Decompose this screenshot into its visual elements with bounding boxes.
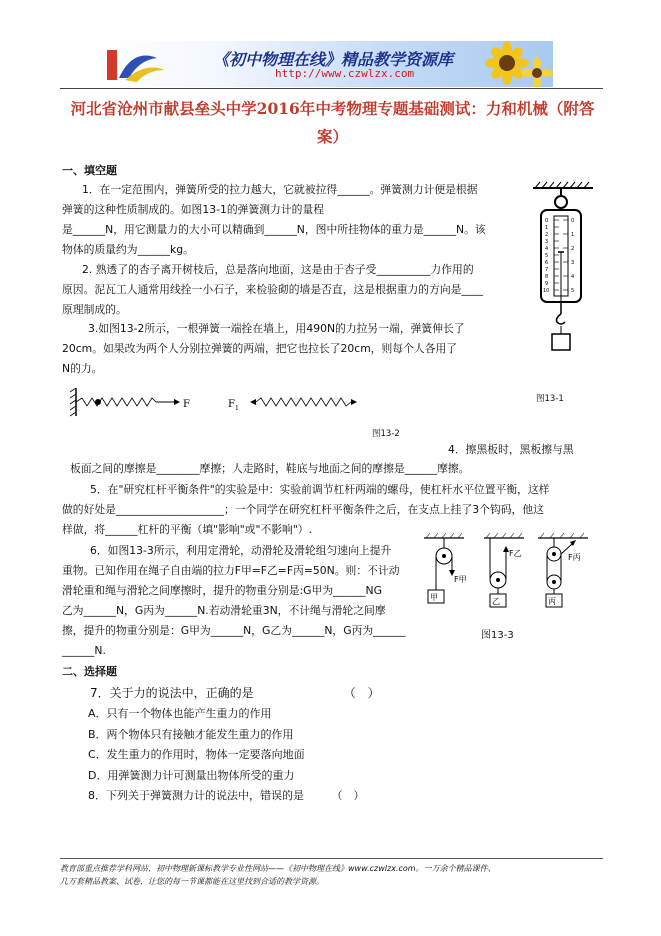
q8-stem: 8．下列关于弹簧测力计的说法中，错误的是 （ ） bbox=[88, 789, 365, 802]
q6-line3: 滑轮重和绳与滑轮之间摩擦时，提升的物重分别是:G甲为______NG bbox=[62, 584, 382, 597]
q6-line5: 擦，提升的物重分别是：G甲为______N，G乙为______N，G丙为______ bbox=[62, 624, 406, 637]
banner-url[interactable]: http://www.czwlzx.com bbox=[275, 67, 415, 80]
footer-text bbox=[60, 862, 496, 888]
figure-13-2-caption: 图13-2 bbox=[372, 429, 400, 439]
q6-line6: ______N. bbox=[62, 644, 106, 657]
footer-rule bbox=[60, 858, 603, 859]
q5-line3: 样做，将______杠杆的平衡（填"影响"或"不影响"）. bbox=[62, 523, 313, 536]
scale-left-1: 1 bbox=[545, 225, 549, 231]
q7-option-a: A．只有一个物体也能产生重力的作用 bbox=[88, 707, 272, 720]
document-title-line1: 河北省沧州市献县垒头中学2016年中考物理专题基础测试：力和机械（附答 bbox=[70, 99, 595, 118]
q1-line3: 是______N，用它测量力的大小可以精确到______N，图中所挂物体的重力是______N。该 bbox=[62, 223, 486, 236]
q7-stem: 7．关于力的说法中，正确的是 （ ） bbox=[90, 686, 380, 700]
scale-right-1: 1 bbox=[571, 232, 575, 238]
header-banner bbox=[93, 41, 553, 87]
site-logo-icon bbox=[99, 44, 169, 84]
scale-right-2: 2 bbox=[571, 246, 575, 252]
q1-line1: 1．在一定范围内，弹簧所受的拉力越大，它就被拉得______。弹簧测力计便是根据 bbox=[82, 183, 478, 196]
scale-left-3: 3 bbox=[545, 239, 549, 245]
scale-right-5: 5 bbox=[571, 288, 575, 294]
q3-line1: 3.如图13-2所示，一根弹簧一端拴在墙上，用490N的力拉另一端，弹簧伸长了 bbox=[88, 322, 465, 335]
scale-left-2: 2 bbox=[545, 232, 549, 238]
q4-line2: 板面之间的摩擦是________摩擦；人走路时，鞋底与地面之间的摩擦是______摩擦。 bbox=[70, 462, 470, 475]
scale-left-10: 10 bbox=[543, 288, 550, 294]
footer-line2: 几万套精品教案、试卷，让您的每一节课都能在这里找到合适的教学资源。 bbox=[60, 877, 324, 886]
banner-title: 《初中物理在线》精品教学资源库 bbox=[213, 50, 454, 69]
q2-line1: 2. 熟透了的杏子离开树枝后，总是落向地面，这是由于杏子受__________力作用的 bbox=[82, 263, 474, 276]
f132-force1-subscript: 1 bbox=[235, 405, 239, 412]
sunflower-icon bbox=[485, 41, 553, 87]
scale-right-0: 0 bbox=[571, 218, 575, 224]
f133-label-jia: 甲 bbox=[430, 593, 438, 602]
f132-force1-label: F bbox=[228, 399, 235, 410]
f133-force-bing: F丙 bbox=[568, 553, 581, 562]
scale-left-6: 6 bbox=[545, 260, 549, 266]
figure-13-3-caption: 图13-3 bbox=[481, 630, 514, 641]
scale-left-4: 4 bbox=[545, 246, 549, 252]
q3-line2: 20cm。如果改为两个人分别拉弹簧的两端，把它也拉长了20cm，则每个人各用了 bbox=[62, 342, 458, 355]
spring-scale-figure bbox=[525, 180, 600, 380]
q7-option-d: D．用弹簧测力计可测量出物体所受的重力 bbox=[88, 769, 295, 782]
scale-left-9: 9 bbox=[545, 281, 549, 287]
f132-force-label: F bbox=[183, 399, 190, 410]
q7-option-b: B．两个物体只有接触才能发生重力的作用 bbox=[88, 728, 294, 741]
q4-line1: 4．擦黑板时，黑板擦与黑 bbox=[448, 443, 574, 456]
pulley-figure bbox=[418, 530, 598, 630]
f133-label-bing: 丙 bbox=[548, 597, 556, 606]
scale-left-5: 5 bbox=[545, 253, 549, 259]
q6-line1: 6．如图13-3所示，利用定滑轮，动滑轮及滑轮组匀速向上提升 bbox=[90, 544, 392, 557]
q6-line2: 重物。已知作用在绳子自由端的拉力F甲=F乙=F丙=50N。则：不计动 bbox=[62, 564, 400, 577]
f133-force-yi: F乙 bbox=[509, 549, 522, 558]
section-heading-choice: 二、选择题 bbox=[62, 665, 117, 678]
q5-line2: 做的好处是____________________；一个同学在研究杠杆平衡条件之后，在支点上挂了3个钩码，他这 bbox=[62, 503, 544, 516]
q3-line3: N的力。 bbox=[62, 362, 103, 375]
footer-line1: 教育部重点推荐学科网站、初中物理新课标教学专业性网站——《初中物理在线》www.czwlzx.com。一万余个精品课件、 bbox=[60, 864, 496, 873]
q2-line3: 原理制成的。 bbox=[62, 303, 127, 316]
scale-right-4: 4 bbox=[571, 274, 575, 280]
section-heading-fill: 一、填空题 bbox=[62, 164, 117, 177]
q6-line4: 乙为______N，G丙为______N.若动滑轮重3N，不计绳与滑轮之间摩 bbox=[62, 604, 386, 617]
q7-option-c: C．发生重力的作用时，物体一定要落向地面 bbox=[88, 748, 305, 761]
f133-force-jia: F甲 bbox=[454, 575, 467, 584]
q5-line1: 5．在"研究杠杆平衡条件"的实验是中：实验前调节杠杆两端的螺母，使杠杆水平位置平衡，这样 bbox=[90, 483, 550, 496]
document-title-line2: 案） bbox=[316, 127, 348, 146]
spring-pull-figure bbox=[66, 382, 396, 422]
q1-line4: 物体的质量约为______kg。 bbox=[62, 243, 194, 256]
q1-line2: 弹簧的这种性质制成的。如图13-1的弹簧测力计的量程 bbox=[62, 203, 325, 216]
scale-left-8: 8 bbox=[545, 274, 549, 280]
document-title bbox=[60, 95, 605, 151]
q2-line2: 原因。泥瓦工人通常用线拴一小石子，来检验砌的墙是否直，这是根据重力的方向是____ bbox=[62, 283, 484, 296]
figure-13-1-caption: 图13-1 bbox=[536, 394, 564, 404]
header-rule bbox=[60, 88, 603, 89]
scale-left-7: 7 bbox=[545, 267, 549, 273]
f133-label-yi: 乙 bbox=[492, 597, 500, 606]
scale-left-0: 0 bbox=[545, 218, 549, 224]
scale-right-3: 3 bbox=[571, 260, 575, 266]
